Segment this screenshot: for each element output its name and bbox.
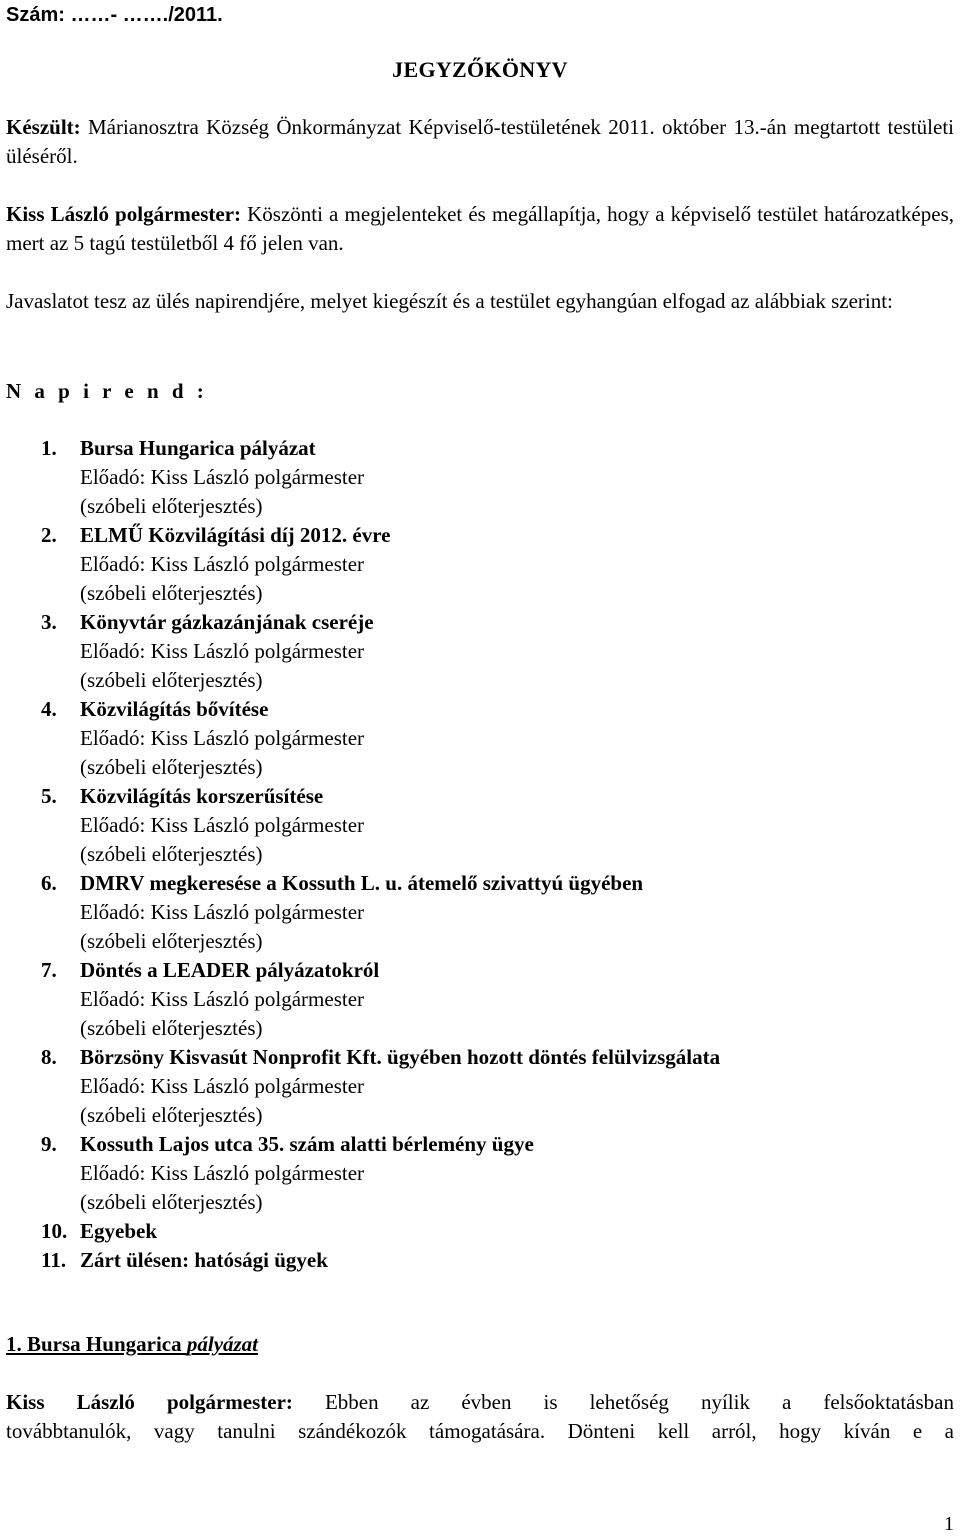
- agenda-item-number: 2.: [41, 523, 57, 547]
- section-text-line1: Ebben az évben is lehetőség nyílik a felsőoktatásban: [292, 1390, 954, 1414]
- agenda-item-title: Zárt ülésen: hatósági ügyek: [80, 1248, 328, 1272]
- intro-label: Készült:: [6, 115, 81, 139]
- agenda-item-row: [41, 608, 941, 637]
- agenda-item-number: 11.: [41, 1248, 67, 1272]
- opening-paragraph: [6, 200, 954, 258]
- agenda-item-number: 3.: [41, 610, 57, 634]
- agenda-item-row: [41, 434, 941, 463]
- agenda-list: [41, 434, 941, 1275]
- agenda-item-row: [41, 782, 941, 811]
- section-heading-italic: pályázat: [186, 1332, 259, 1356]
- agenda-item-number: 1.: [41, 436, 57, 460]
- opening-speaker: Kiss László polgármester:: [6, 202, 242, 226]
- intro-paragraph: [6, 113, 954, 171]
- agenda-item-number: 4.: [41, 697, 57, 721]
- agenda-item-title: Börzsöny Kisvasút Nonprofit Kft. ügyében hozott döntés felülvizsgálata: [80, 1045, 721, 1069]
- agenda-item-presenter: Előadó: Kiss László polgármester: [80, 900, 365, 924]
- agenda-item: [41, 956, 941, 1043]
- agenda-item-title: ELMŰ Közvilágítási díj 2012. évre: [80, 523, 391, 547]
- agenda-item-row: [41, 521, 941, 550]
- page-number: 1: [944, 1513, 954, 1535]
- agenda-item-title: Közvilágítás bővítése: [80, 697, 269, 721]
- agenda-item-row: [41, 869, 941, 898]
- agenda-item-number: 9.: [41, 1132, 57, 1156]
- agenda-item-presenter: Előadó: Kiss László polgármester: [80, 987, 365, 1011]
- agenda-item-row: [41, 1246, 941, 1275]
- agenda-item-number: 6.: [41, 871, 57, 895]
- agenda-item-presenter: Előadó: Kiss László polgármester: [80, 1074, 365, 1098]
- agenda-item-note: (szóbeli előterjesztés): [80, 668, 263, 692]
- agenda-item-title: Könyvtár gázkazánjának cseréje: [80, 610, 374, 634]
- agenda-item-presenter: Előadó: Kiss László polgármester: [80, 726, 365, 750]
- agenda-item-number: 10.: [41, 1219, 68, 1243]
- agenda-item-row: [41, 1043, 941, 1072]
- agenda-item-presenter: Előadó: Kiss László polgármester: [80, 552, 365, 576]
- section-heading: [6, 1330, 258, 1359]
- agenda-item-number: 7.: [41, 958, 57, 982]
- agenda-item: [41, 695, 941, 782]
- agenda-label: N a p i r e n d :: [6, 379, 208, 403]
- section-speaker: Kiss László polgármester:: [6, 1390, 293, 1414]
- agenda-item-number: 8.: [41, 1045, 57, 1069]
- agenda-item: [41, 608, 941, 695]
- agenda-item-title: Kossuth Lajos utca 35. szám alatti bérlemény ügye: [80, 1132, 534, 1156]
- agenda-item-note: (szóbeli előterjesztés): [80, 1190, 263, 1214]
- agenda-item: [41, 1217, 941, 1246]
- agenda-item-note: (szóbeli előterjesztés): [80, 1016, 263, 1040]
- agenda-item-presenter: Előadó: Kiss László polgármester: [80, 813, 365, 837]
- agenda-item: [41, 1246, 941, 1275]
- agenda-item-note: (szóbeli előterjesztés): [80, 1103, 263, 1127]
- agenda-item-presenter: Előadó: Kiss László polgármester: [80, 465, 365, 489]
- agenda-item: [41, 1130, 941, 1217]
- section-paragraph-line1: [6, 1388, 954, 1417]
- agenda-item: [41, 1043, 941, 1130]
- agenda-item-number: 5.: [41, 784, 57, 808]
- agenda-item-title: DMRV megkeresése a Kossuth L. u. átemelő szivattyú ügyében: [80, 871, 644, 895]
- agenda-item-title: Egyebek: [80, 1219, 158, 1243]
- agenda-item-presenter: Előadó: Kiss László polgármester: [80, 639, 365, 663]
- section-paragraph-line2: továbbtanulók, vagy tanulni szándékozók támogatására. Dönteni kell arról, hogy kíván e a: [6, 1419, 954, 1443]
- document-reference-number: Szám: ……- ……./2011.: [6, 4, 223, 26]
- agenda-item-note: (szóbeli előterjesztés): [80, 755, 263, 779]
- agenda-item-note: (szóbeli előterjesztés): [80, 494, 263, 518]
- proposal-paragraph: Javaslatot tesz az ülés napirendjére, melyet kiegészít és a testület egyhangúan elfogad az alábbiak szerint:: [6, 289, 893, 313]
- agenda-item-title: Döntés a LEADER pályázatokról: [80, 958, 380, 982]
- agenda-item: [41, 434, 941, 521]
- agenda-item: [41, 869, 941, 956]
- agenda-item-note: (szóbeli előterjesztés): [80, 929, 263, 953]
- agenda-item-row: [41, 956, 941, 985]
- agenda-item: [41, 521, 941, 608]
- agenda-item-row: [41, 1217, 941, 1246]
- agenda-item-note: (szóbeli előterjesztés): [80, 842, 263, 866]
- agenda-item-title: Közvilágítás korszerűsítése: [80, 784, 324, 808]
- document-title: JEGYZŐKÖNYV: [392, 57, 568, 82]
- opening-text: Köszönti a megjelenteket és megállapítja, hogy a képviselő testület határozatképes, mert az 5 tagú testületből 4 fő jelen van.: [6, 202, 954, 255]
- agenda-item-title: Bursa Hungarica pályázat: [80, 436, 316, 460]
- agenda-item-row: [41, 695, 941, 724]
- intro-text: Márianosztra Község Önkormányzat Képviselő-testületének 2011. október 13.-án megtartott testületi üléséről.: [6, 115, 954, 168]
- section-heading-main: 1. Bursa Hungarica: [6, 1332, 182, 1356]
- agenda-item-presenter: Előadó: Kiss László polgármester: [80, 1161, 365, 1185]
- agenda-item-row: [41, 1130, 941, 1159]
- agenda-item-note: (szóbeli előterjesztés): [80, 581, 263, 605]
- agenda-item: [41, 782, 941, 869]
